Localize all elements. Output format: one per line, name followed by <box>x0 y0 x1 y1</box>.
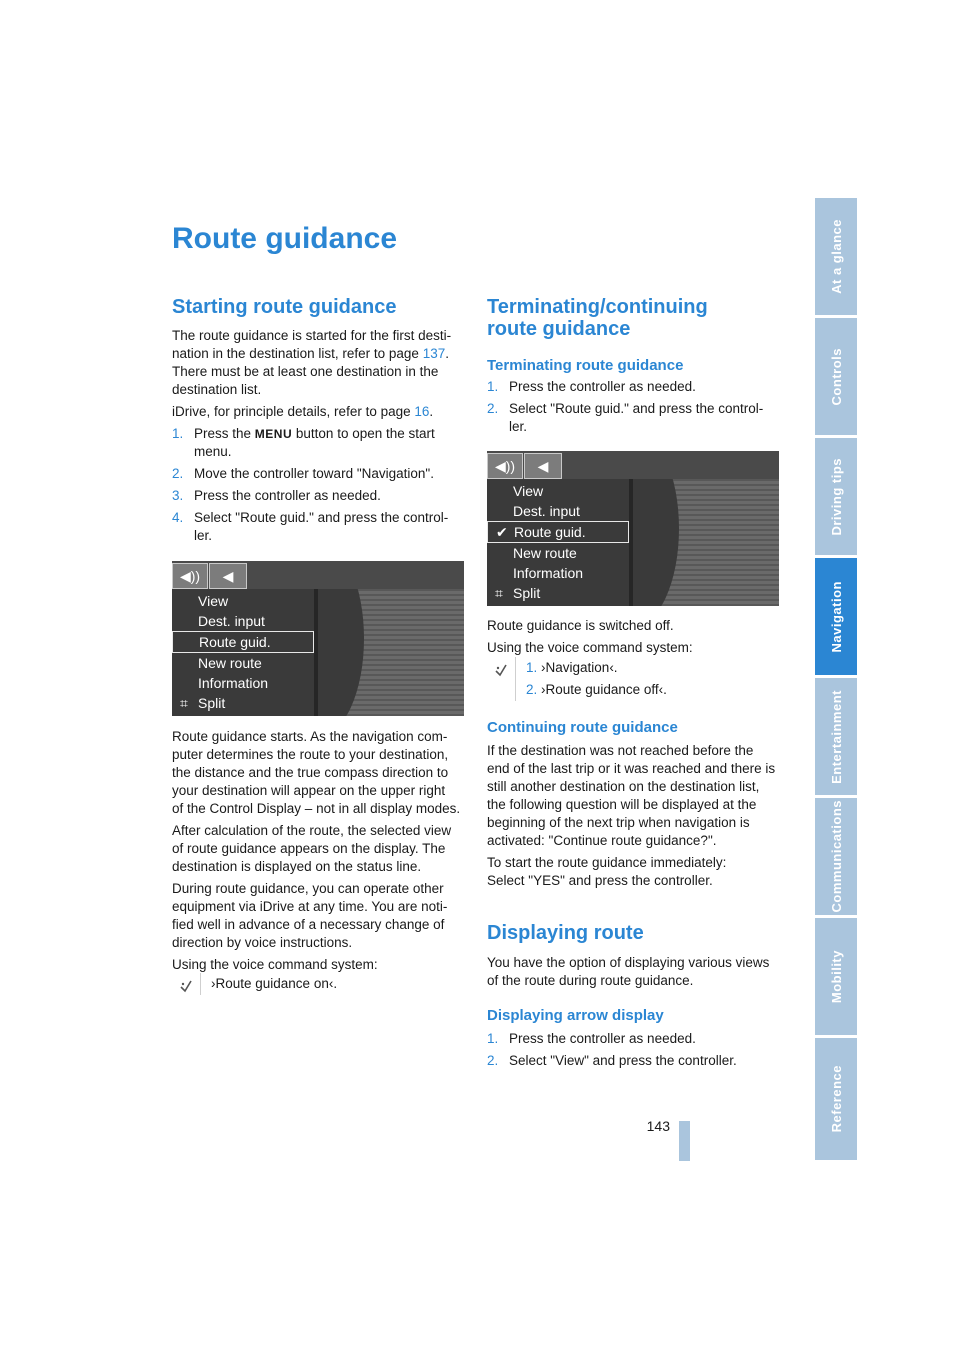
voice-intro: Using the voice command system: <box>172 957 378 972</box>
page-number: 143 <box>646 1118 670 1134</box>
menu-item-dest-input: Dest. input <box>513 503 580 519</box>
voice-intro: Using the voice command system: <box>487 640 693 655</box>
voice-command-icon <box>487 657 516 701</box>
voice-command-box <box>487 657 667 701</box>
continuing-text <box>487 742 787 890</box>
paragraph-line: beginning of the next trip when navigation is <box>487 815 750 830</box>
split-icon: ⌗ <box>495 585 503 601</box>
page-number-bar <box>679 1121 690 1161</box>
list-item: 2. Move the controller toward "Navigation". <box>172 466 434 481</box>
paragraph-line: end of the last trip or it was reached and there is <box>487 761 776 776</box>
check-icon: ✔ <box>496 524 508 540</box>
section-heading-terminating: Terminating/continuing route guidance <box>487 296 708 340</box>
menu-item-new-route: New route <box>513 545 577 561</box>
volume-mute-icon: ◀ <box>209 563 247 589</box>
list-item: 2. Select "Route guid." and press the control- ler. <box>487 401 764 434</box>
section-heading-starting: Starting route guidance <box>172 296 397 318</box>
voice-command-box <box>172 973 337 995</box>
paragraph-line: direction by voice instructions. <box>172 935 353 950</box>
list-item: 1. Press the controller as needed. <box>487 1031 696 1046</box>
split-icon: ⌗ <box>180 695 188 711</box>
menu-item-new-route: New route <box>198 655 262 671</box>
tab-entertainment[interactable]: Entertainment <box>815 678 857 795</box>
intro-line: nation in the destination list, refer to page 137. <box>172 346 449 361</box>
menu-item-view: View <box>513 483 544 499</box>
tab-reference[interactable]: Reference <box>815 1038 857 1160</box>
screen-menu <box>487 481 629 603</box>
voice-command-list: 1. ›Navigation‹. 2. ›Route guidance off‹. <box>526 660 667 697</box>
paragraph-line: of route guidance appears on the display. The <box>172 841 446 856</box>
voice-command-text: ›Route guidance on‹. <box>211 976 338 991</box>
paragraph-line: of the Control Display – not in all display modes. <box>172 801 461 816</box>
paragraph-line: equipment via iDrive at any time. You are noti- <box>172 899 448 914</box>
paragraph-line: Route guidance is switched off. <box>487 618 674 633</box>
idrive-screen-right <box>487 451 779 606</box>
sub-heading-continuing: Continuing route guidance <box>487 719 678 736</box>
list-item: 1. Press the MENU button to open the start menu. <box>172 426 435 459</box>
menu-item-route-guid: Route guid. <box>172 631 314 653</box>
voice-command-icon <box>172 973 201 995</box>
left-text-block <box>172 327 467 545</box>
paragraph-line: fied well in advance of a necessary change of <box>172 917 445 932</box>
paragraph-line: Route guidance starts. As the navigation com- <box>172 729 448 744</box>
tab-navigation[interactable]: Navigation <box>815 558 857 675</box>
intro-line: destination list. <box>172 382 262 397</box>
list-item: 1. Press the controller as needed. <box>487 379 696 394</box>
paragraph-line: You have the option of displaying various views <box>487 955 770 970</box>
tab-communications[interactable]: Communications <box>815 798 857 915</box>
page-link-137[interactable]: 137 <box>422 346 446 361</box>
menu-item-view: View <box>198 593 229 609</box>
menu-item-split: ⌗ Split <box>495 585 541 601</box>
paragraph-line: activated: "Continue route guidance?". <box>487 833 717 848</box>
menu-item-split: ⌗ Split <box>180 695 226 711</box>
paragraph-line: still another destination on the destination list, <box>487 779 760 794</box>
tab-controls[interactable]: Controls <box>815 318 857 435</box>
paragraph-line: If the destination was not reached before the <box>487 743 754 758</box>
intro-line: There must be at least one destination in the <box>172 364 439 379</box>
paragraph-line: After calculation of the route, the selected view <box>172 823 452 838</box>
page-link-16[interactable]: 16 <box>414 404 430 419</box>
screen-menu <box>172 591 314 713</box>
volume-up-icon: ◀)) <box>487 453 523 479</box>
paragraph-line: puter determines the route to your destination, <box>172 747 449 762</box>
tab-mobility[interactable]: Mobility <box>815 918 857 1035</box>
paragraph-line: destination is displayed on the status line. <box>172 859 422 874</box>
sub-heading-arrow-display: Displaying arrow display <box>487 1007 664 1024</box>
left-paragraphs <box>172 728 467 974</box>
volume-mute-icon: ◀ <box>524 453 562 479</box>
list-item: 4. Select "Route guid." and press the control- ler. <box>172 510 449 543</box>
paragraph-line: Select "YES" and press the controller. <box>487 873 713 888</box>
paragraph-line: To start the route guidance immediately: <box>487 855 727 870</box>
menu-item-information: Information <box>513 565 584 581</box>
sub-heading-terminating: Terminating route guidance <box>487 357 684 374</box>
paragraph-line: of the route during route guidance. <box>487 973 694 988</box>
tab-at-a-glance[interactable]: At a glance <box>815 198 857 315</box>
tab-driving-tips[interactable]: Driving tips <box>815 438 857 555</box>
intro-line: The route guidance is started for the first desti- <box>172 328 452 343</box>
off-text-block <box>487 617 782 657</box>
menu-button-label: MENU <box>254 427 293 441</box>
list-item: 2. Select "View" and press the controller. <box>487 1053 737 1068</box>
volume-up-icon: ◀)) <box>172 563 208 589</box>
paragraph-line: During route guidance, you can operate other <box>172 881 444 896</box>
displaying-text <box>487 954 787 990</box>
intro-idrive: iDrive, for principle details, refer to page 16. <box>172 404 434 419</box>
terminating-steps <box>487 378 782 436</box>
idrive-screen-left <box>172 561 464 716</box>
arrow-display-steps <box>487 1030 787 1070</box>
menu-item-information: Information <box>198 675 269 691</box>
list-item: 3. Press the controller as needed. <box>172 488 381 503</box>
menu-item-route-guid: ✔ Route guid. <box>487 521 629 543</box>
section-heading-displaying: Displaying route <box>487 922 644 944</box>
paragraph-line: the following question will be displayed at the <box>487 797 757 812</box>
page-title: Route guidance <box>172 222 398 255</box>
paragraph-line: the distance and the true compass direction to <box>172 765 449 780</box>
paragraph-line: your destination will appear on the upper right <box>172 783 446 798</box>
menu-item-dest-input: Dest. input <box>198 613 265 629</box>
